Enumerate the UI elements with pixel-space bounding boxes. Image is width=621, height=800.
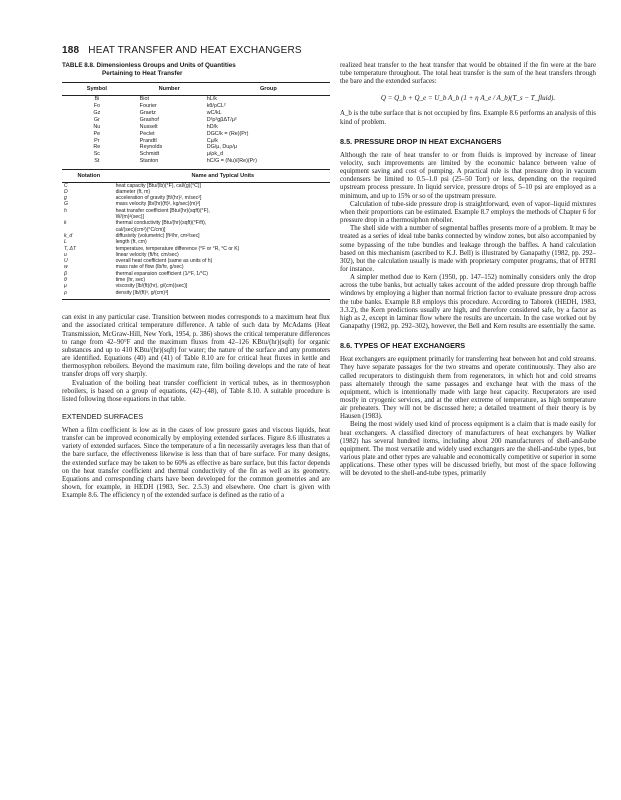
cell-name-units: diameter (ft, m) bbox=[115, 188, 151, 195]
cell-notation: D bbox=[64, 188, 68, 195]
cell-name-units: temperature, temperature difference (°F or °R, °C or K) bbox=[115, 245, 240, 252]
cell-group: μ/ρk_d bbox=[206, 151, 224, 158]
cell-name-units: mass velocity [lb/(hr)(ft)², kg/sec)(m)²] bbox=[115, 201, 201, 208]
cell-symbol: Re bbox=[93, 144, 101, 151]
cell-name-units: time (hr, sec) bbox=[115, 277, 146, 283]
table-caption-line2: Pertaining to Heat Transfer bbox=[102, 69, 183, 77]
cell-number: Nusselt bbox=[139, 123, 158, 130]
table-row bbox=[62, 103, 330, 110]
cell-notation: μ bbox=[64, 283, 67, 290]
cell-name-units: cal/(sec)(cm²)(°C/cm)] bbox=[115, 226, 166, 233]
page-header bbox=[62, 45, 302, 56]
cell-group: hC/G = (Nu)/(Re)(Pr) bbox=[206, 158, 257, 165]
cell-notation: T, ΔT bbox=[64, 245, 77, 252]
cell-notation: ρ bbox=[62, 290, 116, 300]
cell-symbol: Gr bbox=[93, 116, 100, 123]
cell-name-units: heat capacity [Btu/(lb)(°F), cal/(g)(°C)] bbox=[115, 182, 201, 189]
cell-notation: w bbox=[64, 264, 68, 271]
left-column bbox=[62, 62, 330, 500]
cell-symbol: Sc bbox=[93, 151, 100, 158]
cell-symbol: Gz bbox=[93, 109, 101, 116]
body-paragraph: can exist in any particular case. Transition between modes corresponds to a maximum heat flux and the associated critical temperature difference. A table of such data by McAdams (Heat Transmission, McGraw-Hill, New York, 1954, p. 386) shows the critical temperature differences to range from 42–90°F and the maximum fluxes from 42–126 KBtu/(hr)(sqft) for organic substances and up to 410 KBtu/(hr)(sqft) for water; the nature of the surface and any promoters are identified. Equations (40) and (41) of Table 8.10 are for critical heat fluxes in kettle and thermosyphon reboilers. Beyond the maximum rate, film boiling develops and the rate of heat transfer drops off very sharply. bbox=[62, 314, 330, 379]
cell-symbol: Pe bbox=[93, 130, 101, 137]
table-row bbox=[62, 124, 330, 131]
cell-notation: L bbox=[64, 239, 67, 246]
cell-notation: θ bbox=[64, 277, 67, 283]
cell-number: Fourier bbox=[139, 102, 157, 109]
table-row bbox=[62, 159, 330, 169]
dimensionless-groups-table bbox=[62, 82, 330, 169]
cell-group: hD/k bbox=[206, 123, 218, 130]
cell-notation: k_d bbox=[64, 232, 73, 239]
cell-group: DGC/k = (Re)(Pr) bbox=[206, 130, 249, 137]
cell-number: Graetz bbox=[139, 109, 156, 116]
cell-group: kθ/ρCL² bbox=[206, 102, 226, 109]
cell-name-units: density [lb/(ft)³, g/(cm)³] bbox=[116, 290, 330, 300]
cell-number: Schmidt bbox=[139, 151, 160, 158]
cell-name-units: linear velocity (ft/hr, cm/sec) bbox=[115, 251, 179, 258]
cell-name-units: thermal expansion coefficient (1/°F, 1/°C) bbox=[115, 270, 208, 277]
table-caption bbox=[62, 62, 330, 77]
table-row bbox=[62, 152, 330, 159]
cell-group: hL/k bbox=[206, 95, 217, 102]
running-title: HEAT TRANSFER AND HEAT EXCHANGERS bbox=[88, 45, 302, 56]
col-header-notation: Notation bbox=[62, 170, 116, 183]
cell-symbol: Nu bbox=[93, 123, 101, 130]
cell-notation: k bbox=[64, 220, 67, 227]
table-row bbox=[62, 131, 330, 138]
body-paragraph: Calculation of tube-side pressure drop is straightforward, even of vapor–liquid mixtures when their proportions can be estimated. Example 8.7 employs the methods of Chapter 6 for pressure drop in a thermosiphon reboiler. bbox=[340, 200, 596, 225]
col-header-name-units: Name and Typical Units bbox=[116, 170, 330, 183]
table-row bbox=[62, 138, 330, 145]
cell-name-units: W/(m)²(sec)] bbox=[115, 214, 144, 221]
cell-group: wC/kL bbox=[206, 109, 222, 116]
col-header-group: Group bbox=[207, 83, 330, 96]
section-heading-pressure-drop: 8.5. PRESSURE DROP IN HEAT EXCHANGERS bbox=[340, 136, 502, 146]
cell-notation: β bbox=[64, 270, 67, 277]
cell-notation: g bbox=[64, 195, 67, 202]
table-header-row bbox=[62, 83, 330, 96]
page-number: 188 bbox=[62, 45, 80, 56]
cell-number: Reynolds bbox=[139, 144, 163, 151]
table-row bbox=[62, 110, 330, 117]
cell-symbol: Pr bbox=[94, 137, 100, 144]
body-paragraph: Being the most widely used kind of process equipment is a claim that is made easily for heat exchangers. A classified directory of manufacturers of heat exchangers by Walker (1982) has several hundred items, including about 200 manufacturers of shell-and-tube equipment. The most versatile and widely used exchangers are the shell-and-tube types, but various plate and other types are valuable and economically competitive or superior in some applications. These other types will be discussed briefly, but most of the space following will be devoted to the shell-and-tube types, primarily bbox=[340, 421, 596, 478]
table-row bbox=[62, 117, 330, 124]
cell-group: D³ρ²gβΔT/μ² bbox=[206, 116, 237, 123]
cell-symbol: St bbox=[94, 158, 100, 165]
body-paragraph: Although the rate of heat transfer to or from fluids is improved by increase of linear velocity, such improvements are limited by the economic balance between value of equipment saving and cost of pumping. A practical rule is that pressure drop in vacuum condensers be limited to 0.5–1.0 psi (25–50 Torr) or less, depending on the required upstream process pressure. In liquid service, pressure drops of 5–10 psi are employed as a minimum, and up to 15% or so of the upstream pressure. bbox=[340, 151, 596, 200]
body-paragraph: When a film coefficient is low as in the cases of low pressure gases and viscous liquids, heat transfer can be improved economically by employing extended surfaces. Figure 8.6 illustrates a variety of extended surfaces. Since the temperature of a fin necessarily averages less than that of the bare surface, the effectiveness likewise is less than that of bare surface. For many designs, the extended surface may be taken to be 60% as effective as bare surface, but this factor depends on the heat transfer coefficient and thermal conductivity of the fin as well as its geometry. Equations and corresponding charts have been developed for the common geometries and are shown, for example, in HEDH (1983, Sec. 2.5.3) and elsewhere. One chart is given with Example 8.6. The efficiency η of the extended surface is defined as the ratio of a bbox=[62, 427, 330, 500]
cell-name-units: overall heat coefficient (same as units of h) bbox=[115, 258, 213, 265]
body-paragraph: The shell side with a number of segmental baffles presents more of a problem. It may be treated as a series of ideal tube banks connected by window zones, but also accompanied by some bypassing of the tube bundles and leakage through the baffles. A hand calculation based on this mechanism (ascribed to K.J. Bell) is illustrated by Ganapathy (1982, pp. 292–302), but the calculation usually is made with proprietary computer programs, that of HTRI for instance. bbox=[340, 225, 596, 273]
table-row bbox=[62, 96, 330, 103]
table-row bbox=[62, 290, 330, 300]
cell-name-units: mass rate of flow (lb/hr, g/sec) bbox=[115, 264, 184, 271]
cell-number: Grashof bbox=[139, 116, 159, 123]
equation: Q = Q_b + Q_e = U_b A_b (1 + η A_e / A_b)(T_s − T_fluid). bbox=[380, 94, 556, 103]
cell-symbol: Bi bbox=[94, 95, 100, 102]
body-paragraph: realized heat transfer to the heat transfer that would be obtained if the fin were at the bare tube temperature throughout. The total heat transfer is the sum of the heat transfers through the bare and the extended surfaces: bbox=[340, 62, 596, 86]
cell-number: Stanton bbox=[139, 158, 159, 165]
cell-number: Prandtl bbox=[139, 137, 157, 144]
right-column bbox=[340, 62, 596, 479]
notation-table bbox=[62, 169, 330, 300]
body-paragraph: Evaluation of the boiling heat transfer coefficient in vertical tubes, as in thermosyphon reboilers, is based on a group of equations, (42)–(48), of Table 8.10. A suitable procedure is listed following those equations in that table. bbox=[62, 379, 330, 403]
col-header-number: Number bbox=[132, 83, 207, 96]
cell-number: Peclet bbox=[139, 130, 155, 137]
body-paragraph: A simpler method due to Kern (1950, pp. 147–152) nominally considers only the drop across the tube banks, but actually takes account of the added pressure drop through baffle windows by employing a higher than normal friction factor to evaluate pressure drop across the tube banks. Example 8.8 employs this procedure. According to Taborek (HEDH, 1983, 3.3.2), the Kern predictions usually are high, and therefore considered safe, by a factor as high as 2, except in laminar flow where the results are uncertain. In the case worked out by Ganapathy (1982, pp. 292–302), however, the Bell and Kern results are essentially the same. bbox=[340, 274, 596, 331]
cell-name-units: length (ft, cm) bbox=[115, 239, 147, 246]
cell-name-units: heat transfer coefficient [Btu/(hr)(sqft)(°F), bbox=[115, 207, 210, 214]
cell-notation: u bbox=[64, 251, 67, 258]
table-header-row bbox=[62, 170, 330, 183]
table-caption-line1: TABLE 8.8. Dimensionless Groups and Units of Quantities bbox=[62, 62, 236, 69]
cell-group: DG/μ, Duρ/μ bbox=[206, 144, 237, 151]
body-paragraph: Heat exchangers are equipment primarily for transferring heat between hot and cold streams. They have separate passages for the two streams and operate continuously. They also are called recuperators to distinguish them from regenerators, in which hot and cold streams pass alternately through the same passages and exchange heat with the mass of the equipment, which is intentionally made with large heat capacity. Recuperators are used mostly in cryogenic services, and at the other extreme of temperature, as high temperature air preheaters. They will not be discussed here; a detailed treatment of their theory is by Hausen (1983). bbox=[340, 356, 596, 421]
cell-name-units: acceleration of gravity [ft/(hr)², m/sec²] bbox=[115, 195, 202, 202]
cell-name-units: diffusivity (volumetric) [ft²/hr, cm²/sec] bbox=[115, 232, 200, 239]
table-row bbox=[62, 183, 330, 190]
cell-notation: U bbox=[64, 258, 68, 265]
cell-notation: h bbox=[64, 207, 67, 214]
table-row bbox=[62, 145, 330, 152]
cell-group: Cμ/k bbox=[206, 137, 218, 144]
cell-notation: C bbox=[64, 182, 68, 189]
cell-name-units: thermal conductivity [Btu/(hr)(sqft)(°F/ft), bbox=[115, 220, 207, 227]
section-heading-extended-surfaces: EXTENDED SURFACES bbox=[62, 412, 144, 422]
cell-number: Biot bbox=[139, 95, 149, 102]
section-heading-types-of-heat-exchangers: 8.6. TYPES OF HEAT EXCHANGERS bbox=[340, 341, 466, 351]
cell-name-units: viscosity [lb/(ft)(hr), g/(cm)(sec)] bbox=[115, 283, 188, 290]
cell-symbol: Fo bbox=[93, 102, 100, 109]
cell-notation: G bbox=[64, 201, 68, 208]
body-paragraph: A_b is the tube surface that is not occupied by fins. Example 8.6 performs an analysis of this kind of problem. bbox=[340, 110, 596, 126]
col-header-symbol: Symbol bbox=[62, 83, 132, 96]
